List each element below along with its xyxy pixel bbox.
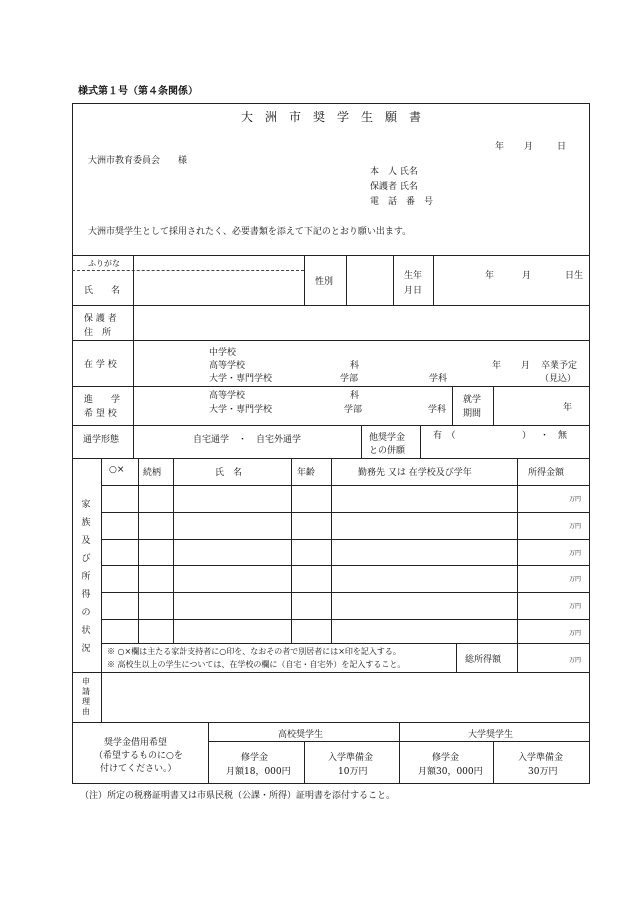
school-gakka: 学科	[429, 374, 448, 384]
furigana-field[interactable]	[135, 257, 303, 269]
school-high: 高等学校	[209, 361, 246, 371]
univ-tuition-option[interactable]: 修学金	[432, 753, 460, 763]
sex-label: 性別	[315, 277, 334, 287]
loan-label-1: 奨学金借用希望	[104, 738, 168, 748]
hs-entry-amount: 10万円	[338, 767, 368, 777]
birth-day-label: 日生	[565, 271, 584, 281]
study-period-label-2: 期間	[463, 409, 482, 419]
income-unit: 万円	[569, 496, 582, 503]
loan-label-3: 付けてください。）	[100, 764, 177, 774]
guardian-address-label-2: 住 所	[84, 328, 112, 338]
other-scholarship-close-paren: ）	[522, 431, 532, 441]
hs-scholarship-header: 高校奨学生	[278, 730, 324, 740]
next-gakubu: 学部	[344, 405, 363, 415]
guardian-name-label: 保護者 氏名	[370, 182, 418, 192]
other-scholarship-label-1: 他奨学金	[369, 433, 406, 443]
col-header-name: 氏 名	[215, 468, 243, 478]
loan-label-2: （希望するものに○を	[94, 751, 183, 761]
school-ka: 科	[350, 361, 360, 371]
family-note-1: ※ ○×欄は主たる家計支持者に○印を、なおその者で別居者には×印を記入する。	[107, 647, 401, 656]
commute-options[interactable]: 自宅通学 ・ 自宅外通学	[193, 435, 302, 445]
other-scholarship-label-2: との併願	[369, 446, 406, 456]
col-header-relation: 続柄	[143, 468, 162, 478]
total-income-unit: 万円	[569, 657, 582, 664]
col-header-age: 年齢	[297, 468, 316, 478]
hs-tuition-option[interactable]: 修学金	[241, 753, 269, 763]
family-note-2: ※ 高校生以上の学生については、在学校の欄に（自宅・自宅外）を記入すること。	[107, 660, 406, 669]
furigana-label: ふりがな	[88, 259, 120, 268]
income-unit: 万円	[569, 523, 582, 530]
income-unit: 万円	[569, 603, 582, 610]
sex-field[interactable]	[348, 257, 392, 304]
univ-entry-amount: 30万円	[528, 767, 558, 777]
school-gakubu: 学部	[340, 374, 359, 384]
date-day-label: 日	[557, 142, 567, 152]
current-school-label: 在 学 校	[84, 360, 117, 370]
other-scholarship-sep: ・	[540, 431, 550, 441]
col-header-income: 所得金額	[528, 468, 565, 478]
other-scholarship-no[interactable]: 無	[558, 431, 568, 441]
next-high: 高等学校	[209, 391, 246, 401]
income-unit: 万円	[569, 630, 582, 637]
grad-year-label: 年	[492, 361, 502, 371]
form-number: 様式第１号（第４条関係）	[78, 86, 198, 97]
next-school-label-2: 希 望 校	[84, 409, 117, 419]
univ-tuition-amount: 月額30，000円	[418, 767, 483, 777]
guardian-address-label-1: 保 護 者	[84, 314, 117, 324]
name-field[interactable]	[135, 272, 303, 304]
guardian-address-field[interactable]	[135, 307, 587, 339]
phone-label: 電 話 番 号	[370, 197, 434, 207]
reason-field[interactable]	[103, 674, 588, 721]
form-title: 大 洲 市 奨 学 生 願 書	[240, 110, 421, 124]
reason-section-label: 申 請 理 由	[82, 677, 90, 716]
family-section-label: 家 族 及 び 所 得 の 状 況	[81, 500, 91, 654]
school-middle: 中学校	[209, 348, 237, 358]
name-label: 氏 名	[84, 286, 121, 296]
next-gakka: 学科	[428, 405, 447, 415]
income-unit: 万円	[569, 550, 582, 557]
date-month-label: 月	[524, 142, 534, 152]
birth-month-label: 月	[522, 271, 532, 281]
total-income-label: 総所得額	[465, 655, 502, 665]
school-univ: 大学・専門学校	[209, 374, 273, 384]
footnote: （注）所定の税務証明書又は市県民税（公課・所得）証明書を添付すること。	[80, 791, 396, 801]
income-unit: 万円	[569, 576, 582, 583]
next-ka: 科	[350, 391, 360, 401]
grad-expected-label: 卒業予定	[541, 361, 578, 371]
study-period-label-1: 就学	[463, 395, 482, 405]
univ-scholarship-header: 大学奨学生	[468, 730, 514, 740]
col-header-workplace: 勤務先 又は 在学校及び学年	[358, 468, 472, 478]
addressee: 大洲市教育委員会 様	[88, 156, 188, 166]
applicant-name-label: 本 人 氏名	[370, 167, 418, 177]
application-statement: 大洲市奨学生として採用されたく、必要書類を添えて下記のとおり願い出ます。	[88, 227, 412, 237]
other-scholarship-yes[interactable]: 有 （	[433, 431, 456, 441]
grad-month-label: 月	[521, 361, 531, 371]
study-period-year-label: 年	[563, 403, 573, 413]
next-univ: 大学・専門学校	[209, 405, 273, 415]
next-school-label-1: 進 学	[84, 395, 121, 405]
col-header-mark: ○×	[109, 465, 125, 475]
birth-label-2: 月日	[404, 286, 423, 296]
univ-entry-option[interactable]: 入学準備金	[518, 753, 564, 763]
commute-label: 通学形態	[83, 435, 120, 445]
hs-tuition-amount: 月額18，000円	[226, 767, 291, 777]
hs-entry-option[interactable]: 入学準備金	[328, 753, 374, 763]
date-year-label: 年	[495, 142, 505, 152]
birth-year-label: 年	[485, 271, 495, 281]
grad-mikomi-label: （見込）	[540, 374, 577, 384]
birth-label-1: 生年	[404, 271, 423, 281]
